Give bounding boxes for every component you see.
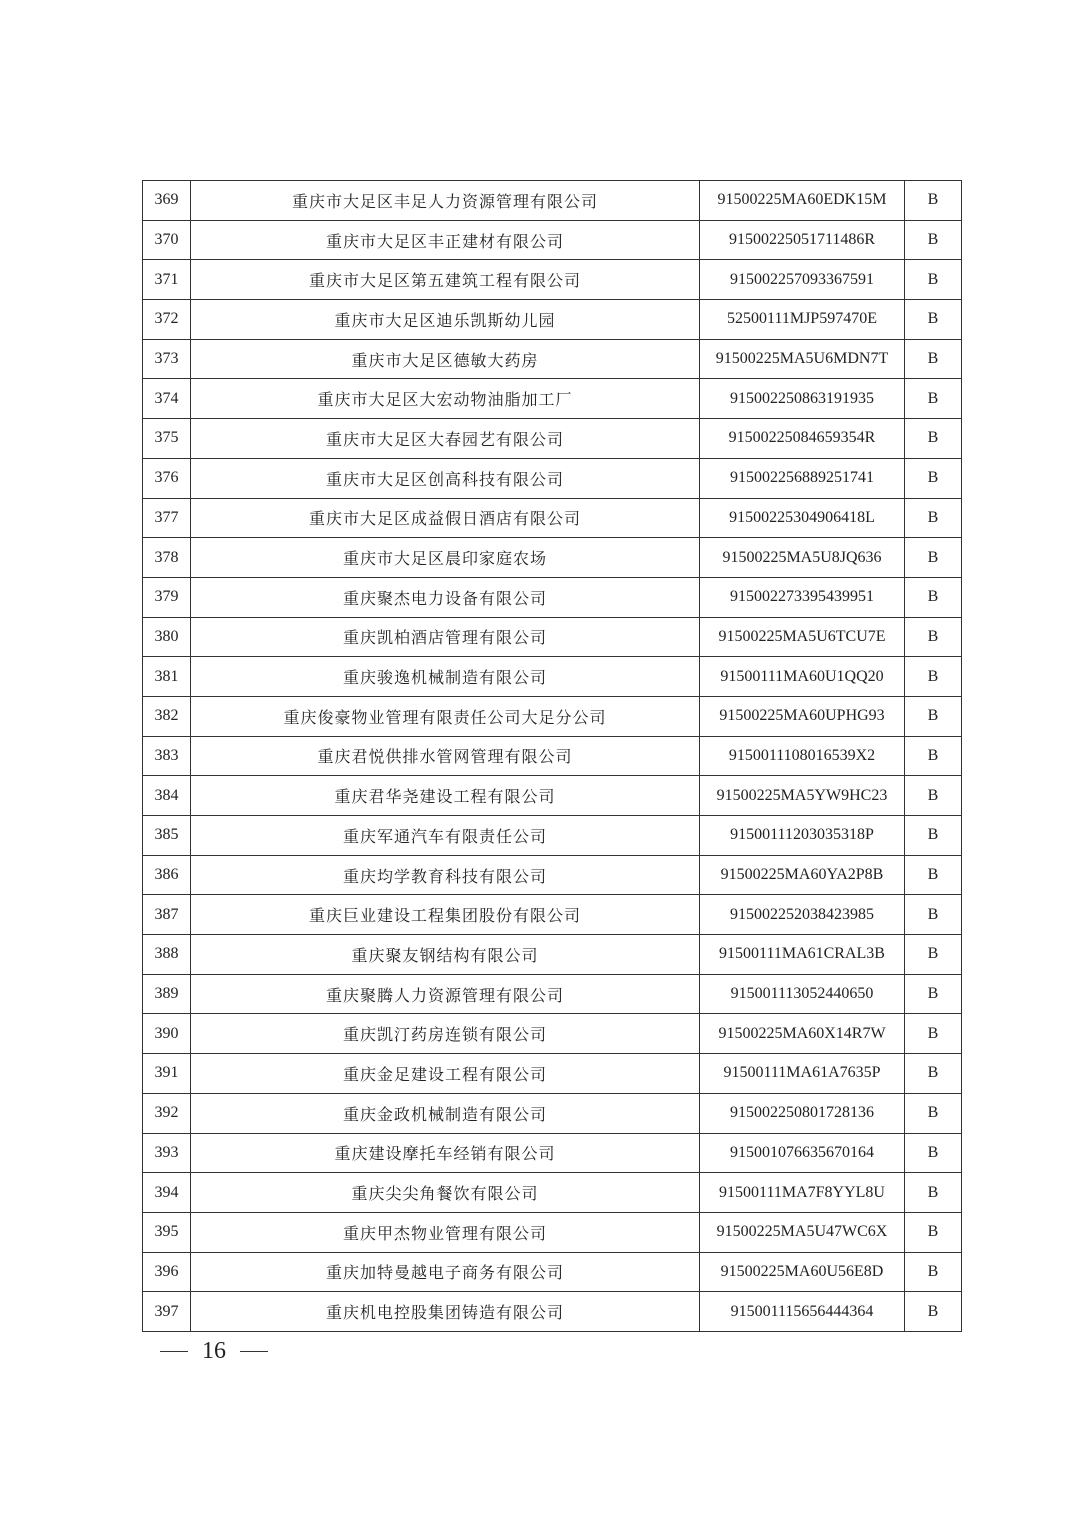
credit-grade: B	[905, 1252, 962, 1292]
credit-grade: B	[905, 339, 962, 379]
company-name: 重庆机电控股集团铸造有限公司	[191, 1292, 700, 1332]
credit-grade: B	[905, 1173, 962, 1213]
credit-code: 91500225304906418L	[700, 498, 905, 538]
credit-code: 91500111MA60U1QQ20	[700, 657, 905, 697]
credit-code: 91500225MA60U56E8D	[700, 1252, 905, 1292]
credit-code: 91500111MA61A7635P	[700, 1054, 905, 1094]
credit-grade: B	[905, 617, 962, 657]
row-number: 384	[143, 776, 191, 816]
row-number: 373	[143, 339, 191, 379]
credit-code: 915001076635670164	[700, 1133, 905, 1173]
table-row	[143, 736, 962, 776]
credit-grade: B	[905, 300, 962, 340]
company-name: 重庆均学教育科技有限公司	[191, 855, 700, 895]
row-number: 377	[143, 498, 191, 538]
credit-grade: B	[905, 657, 962, 697]
page-number: 16	[202, 1338, 226, 1364]
row-number: 385	[143, 816, 191, 856]
company-name: 重庆聚友钢结构有限公司	[191, 935, 700, 975]
table-row	[143, 300, 962, 340]
credit-grade: B	[905, 498, 962, 538]
credit-grade: B	[905, 974, 962, 1014]
row-number: 396	[143, 1252, 191, 1292]
credit-grade: B	[905, 419, 962, 459]
company-name: 重庆金政机械制造有限公司	[191, 1093, 700, 1133]
credit-grade: B	[905, 1014, 962, 1054]
table-row	[143, 1173, 962, 1213]
credit-code: 915002252038423985	[700, 895, 905, 935]
credit-code: 91500225MA5U6MDN7T	[700, 339, 905, 379]
credit-grade: B	[905, 1212, 962, 1252]
row-number: 376	[143, 458, 191, 498]
credit-code: 91500225MA60YA2P8B	[700, 855, 905, 895]
company-name: 重庆市大足区迪乐凯斯幼儿园	[191, 300, 700, 340]
row-number: 394	[143, 1173, 191, 1213]
credit-grade: B	[905, 458, 962, 498]
row-number: 390	[143, 1014, 191, 1054]
credit-grade: B	[905, 1054, 962, 1094]
row-number: 393	[143, 1133, 191, 1173]
row-number: 379	[143, 577, 191, 617]
credit-code: 91500225MA60UPHG93	[700, 696, 905, 736]
credit-grade: B	[905, 538, 962, 578]
credit-code: 9150011108016539X2	[700, 736, 905, 776]
table-row	[143, 379, 962, 419]
credit-code: 915002257093367591	[700, 260, 905, 300]
row-number: 374	[143, 379, 191, 419]
table-row	[143, 895, 962, 935]
row-number: 389	[143, 974, 191, 1014]
row-number: 392	[143, 1093, 191, 1133]
credit-code: 915001115656444364	[700, 1292, 905, 1332]
company-name: 重庆聚杰电力设备有限公司	[191, 577, 700, 617]
credit-code: 915002250863191935	[700, 379, 905, 419]
company-name: 重庆市大足区丰正建材有限公司	[191, 220, 700, 260]
row-number: 372	[143, 300, 191, 340]
credit-code: 91500225MA60X14R7W	[700, 1014, 905, 1054]
credit-grade: B	[905, 379, 962, 419]
table-row	[143, 538, 962, 578]
table-row	[143, 1093, 962, 1133]
footer-dash-left	[160, 1351, 188, 1352]
table-row	[143, 1054, 962, 1094]
company-name: 重庆市大足区丰足人力资源管理有限公司	[191, 181, 700, 221]
table-row	[143, 339, 962, 379]
company-name: 重庆市大足区第五建筑工程有限公司	[191, 260, 700, 300]
credit-grade: B	[905, 1133, 962, 1173]
row-number: 388	[143, 935, 191, 975]
credit-grade: B	[905, 696, 962, 736]
row-number: 370	[143, 220, 191, 260]
table-row	[143, 181, 962, 221]
credit-code: 91500111MA61CRAL3B	[700, 935, 905, 975]
credit-code: 915002256889251741	[700, 458, 905, 498]
row-number: 375	[143, 419, 191, 459]
credit-grade: B	[905, 736, 962, 776]
company-name: 重庆君华尧建设工程有限公司	[191, 776, 700, 816]
company-name: 重庆甲杰物业管理有限公司	[191, 1212, 700, 1252]
row-number: 387	[143, 895, 191, 935]
credit-code: 91500225MA5U6TCU7E	[700, 617, 905, 657]
company-name: 重庆市大足区大春园艺有限公司	[191, 419, 700, 459]
table-row	[143, 260, 962, 300]
table-row	[143, 1212, 962, 1252]
credit-grade: B	[905, 1093, 962, 1133]
company-name: 重庆骏逸机械制造有限公司	[191, 657, 700, 697]
row-number: 391	[143, 1054, 191, 1094]
credit-grade: B	[905, 577, 962, 617]
credit-code: 91500225MA60EDK15M	[700, 181, 905, 221]
credit-code: 91500225MA5U8JQ636	[700, 538, 905, 578]
table-row	[143, 498, 962, 538]
table-row	[143, 617, 962, 657]
credit-grade: B	[905, 935, 962, 975]
page-footer	[160, 1338, 268, 1365]
table-row	[143, 657, 962, 697]
table-row	[143, 577, 962, 617]
table-row	[143, 776, 962, 816]
table-row	[143, 458, 962, 498]
company-name: 重庆凯柏酒店管理有限公司	[191, 617, 700, 657]
company-name: 重庆市大足区成益假日酒店有限公司	[191, 498, 700, 538]
credit-code: 91500225084659354R	[700, 419, 905, 459]
row-number: 378	[143, 538, 191, 578]
table-body	[143, 181, 962, 1332]
credit-code: 915001113052440650	[700, 974, 905, 1014]
company-name: 重庆军通汽车有限责任公司	[191, 816, 700, 856]
table-row	[143, 1014, 962, 1054]
row-number: 369	[143, 181, 191, 221]
company-name: 重庆市大足区大宏动物油脂加工厂	[191, 379, 700, 419]
table-row	[143, 220, 962, 260]
table-row	[143, 1133, 962, 1173]
company-name: 重庆建设摩托车经销有限公司	[191, 1133, 700, 1173]
company-name: 重庆市大足区创高科技有限公司	[191, 458, 700, 498]
company-name: 重庆市大足区德敏大药房	[191, 339, 700, 379]
company-name: 重庆俊豪物业管理有限责任公司大足分公司	[191, 696, 700, 736]
table-row	[143, 974, 962, 1014]
company-name: 重庆君悦供排水管网管理有限公司	[191, 736, 700, 776]
row-number: 386	[143, 855, 191, 895]
credit-grade: B	[905, 1292, 962, 1332]
row-number: 383	[143, 736, 191, 776]
table-row	[143, 1292, 962, 1332]
enterprise-credit-table	[142, 180, 962, 1332]
credit-grade: B	[905, 816, 962, 856]
company-name: 重庆市大足区晨印家庭农场	[191, 538, 700, 578]
credit-grade: B	[905, 855, 962, 895]
credit-grade: B	[905, 776, 962, 816]
row-number: 382	[143, 696, 191, 736]
table-row	[143, 696, 962, 736]
credit-code: 91500225051711486R	[700, 220, 905, 260]
table-row	[143, 1252, 962, 1292]
row-number: 371	[143, 260, 191, 300]
company-name: 重庆巨业建设工程集团股份有限公司	[191, 895, 700, 935]
row-number: 380	[143, 617, 191, 657]
credit-grade: B	[905, 895, 962, 935]
company-name: 重庆尖尖角餐饮有限公司	[191, 1173, 700, 1213]
table-row	[143, 855, 962, 895]
company-name: 重庆金足建设工程有限公司	[191, 1054, 700, 1094]
table-row	[143, 816, 962, 856]
footer-dash-right	[240, 1351, 268, 1352]
company-name: 重庆凯汀药房连锁有限公司	[191, 1014, 700, 1054]
credit-code: 915002273395439951	[700, 577, 905, 617]
table-row	[143, 935, 962, 975]
credit-grade: B	[905, 181, 962, 221]
credit-code: 91500225MA5U47WC6X	[700, 1212, 905, 1252]
credit-grade: B	[905, 220, 962, 260]
company-name: 重庆加特曼越电子商务有限公司	[191, 1252, 700, 1292]
credit-code: 52500111MJP597470E	[700, 300, 905, 340]
credit-grade: B	[905, 260, 962, 300]
company-name: 重庆聚腾人力资源管理有限公司	[191, 974, 700, 1014]
credit-code: 91500225MA5YW9HC23	[700, 776, 905, 816]
row-number: 395	[143, 1212, 191, 1252]
credit-code: 91500111MA7F8YYL8U	[700, 1173, 905, 1213]
row-number: 381	[143, 657, 191, 697]
credit-code: 91500111203035318P	[700, 816, 905, 856]
table-row	[143, 419, 962, 459]
credit-code: 915002250801728136	[700, 1093, 905, 1133]
row-number: 397	[143, 1292, 191, 1332]
